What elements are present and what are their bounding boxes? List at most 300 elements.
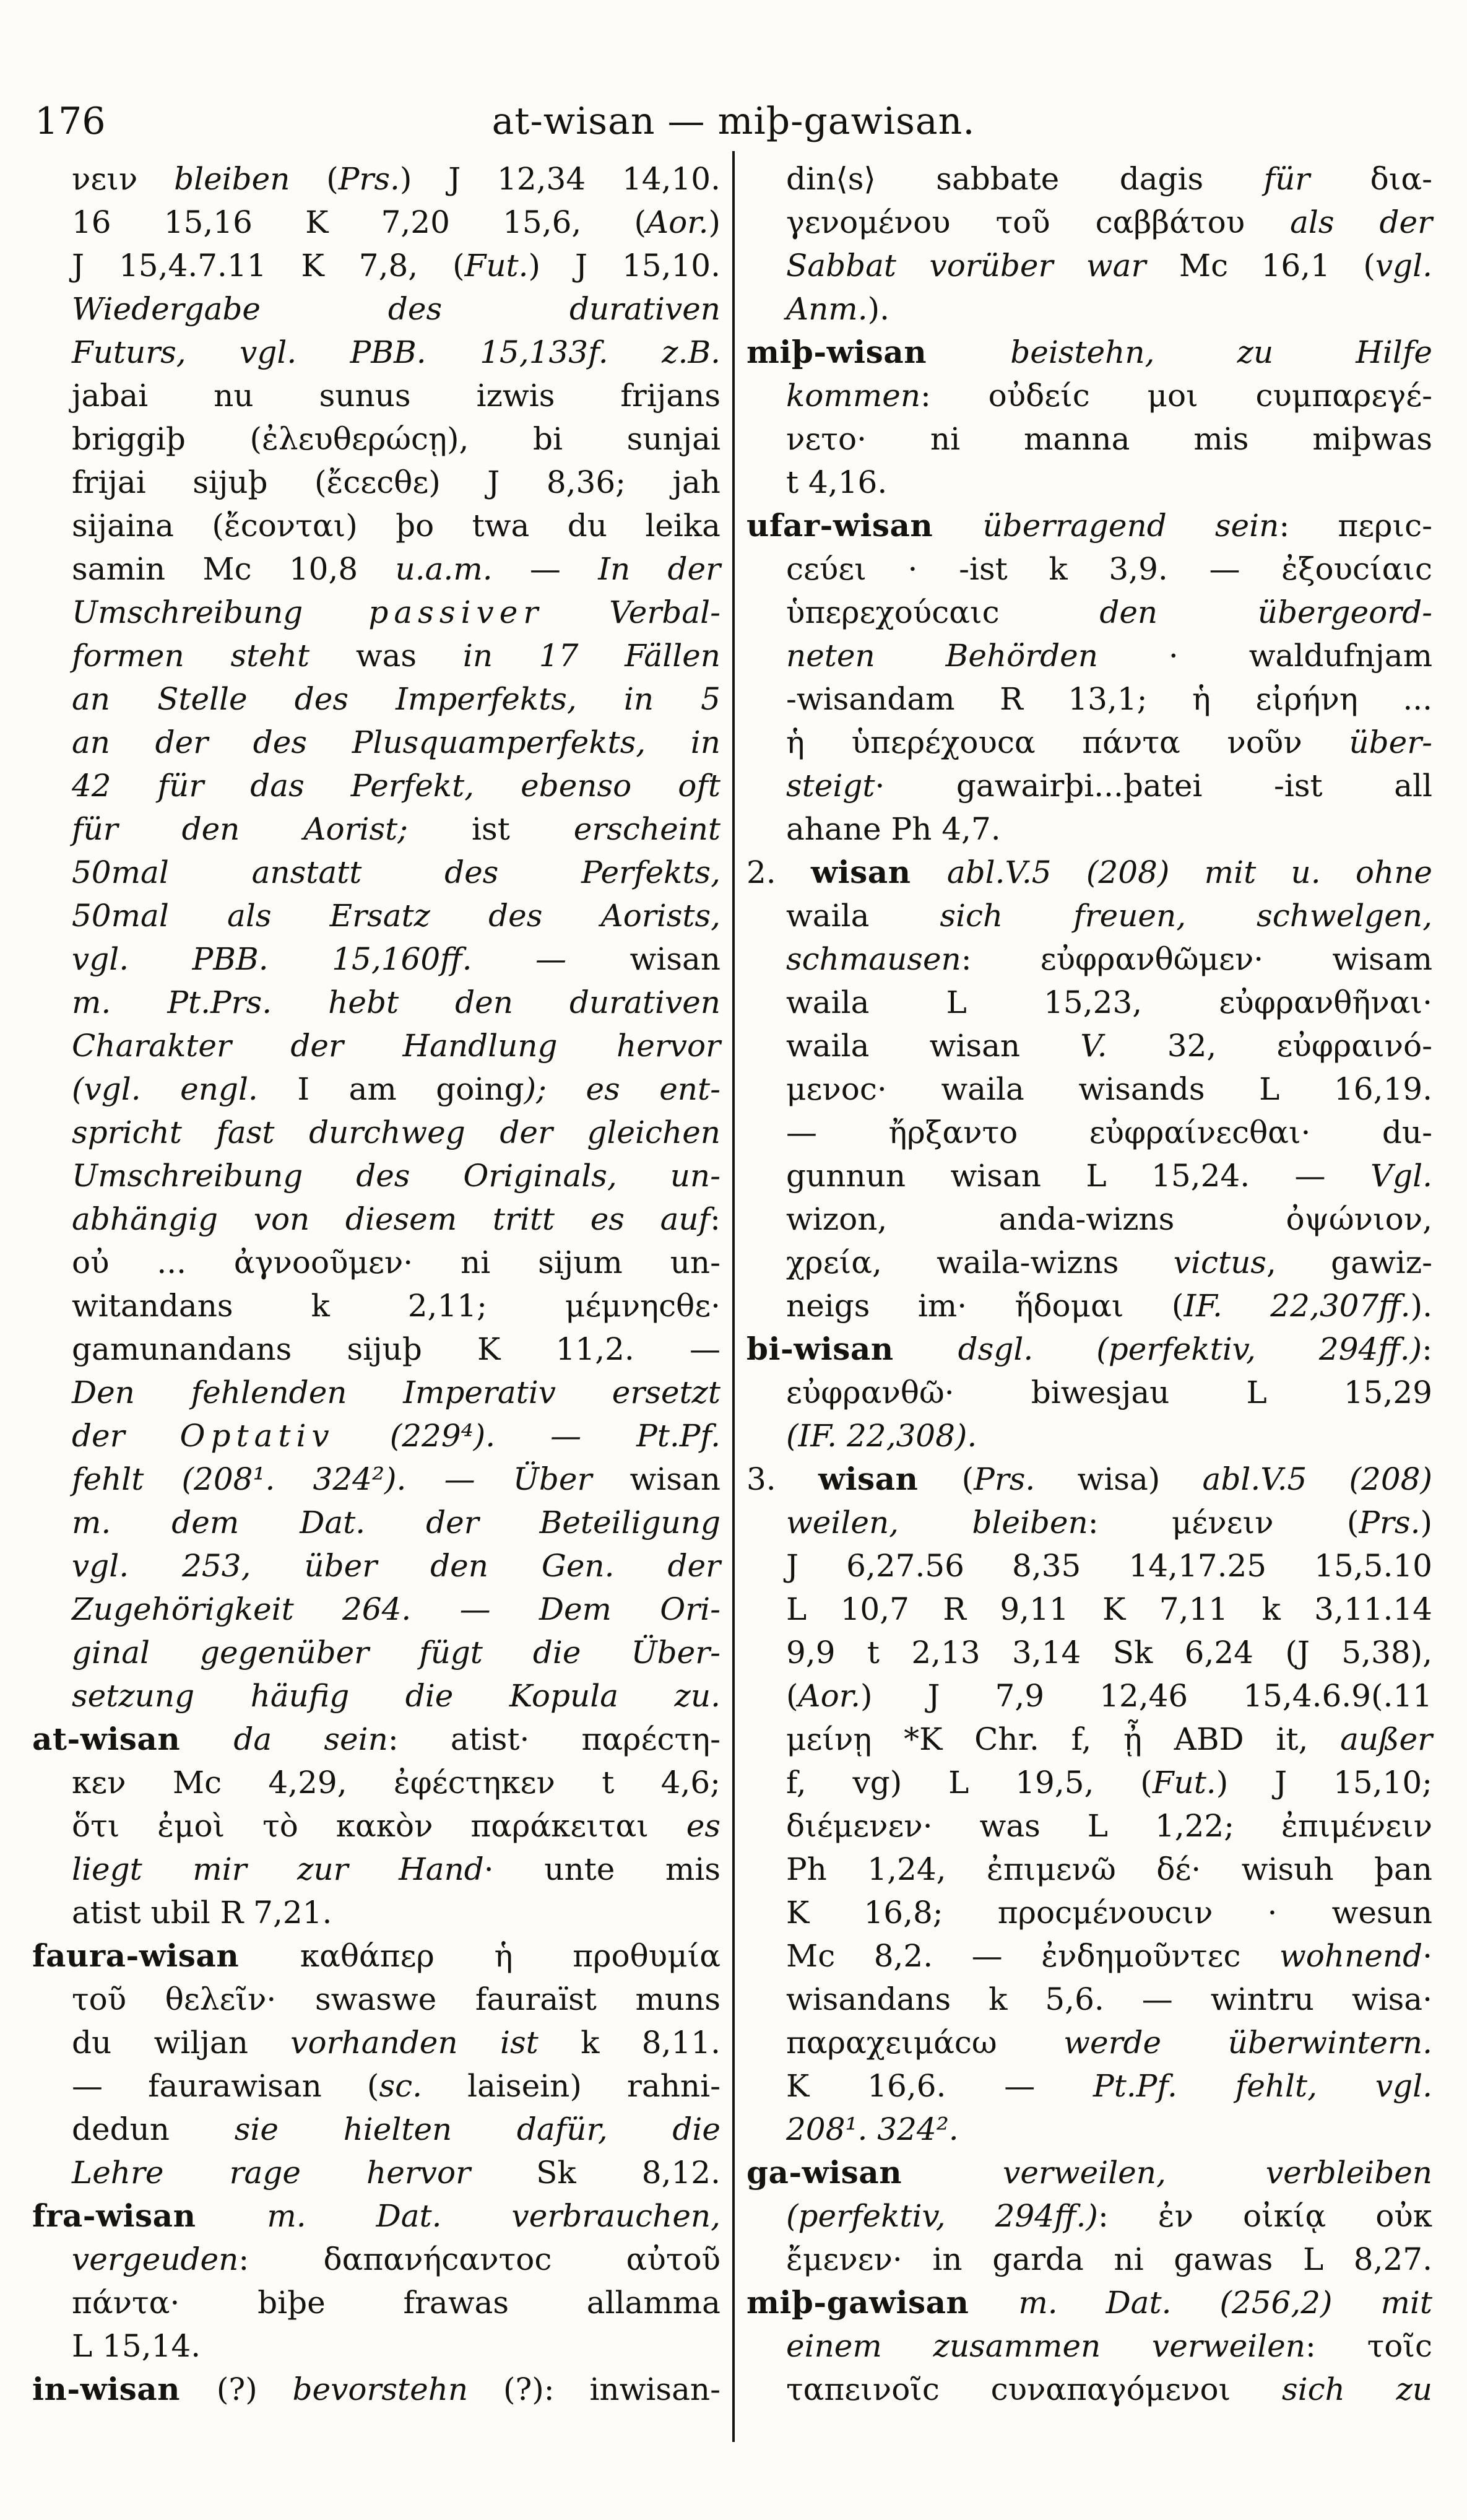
text-run: 16 15,16 K 7,20 15,6, ( — [72, 204, 646, 240]
text-run: vergeuden — [72, 2241, 239, 2277]
text-run: — — [492, 551, 599, 587]
text-run: παραχειμάϲω — [786, 2025, 1064, 2061]
text-run: vgl. 253, über den Gen. der — [72, 1548, 721, 1584]
entry-headword-line — [746, 1327, 1432, 1371]
text-line — [746, 1804, 1432, 1848]
text-line — [746, 2368, 1432, 2411]
entry-headword-line — [746, 851, 1432, 894]
text-line — [32, 1414, 721, 1458]
text-run: Verbal- — [543, 594, 721, 630]
text-line — [32, 1761, 721, 1804]
text-line — [746, 2021, 1432, 2064]
text-run: du wiljan — [72, 2025, 291, 2061]
text-line — [32, 1544, 721, 1588]
headword: ga-wisan — [746, 2154, 1003, 2191]
text-run: verweilen, verbleiben — [1003, 2155, 1432, 2191]
text-run: m. Dat. verbrauchen, — [267, 2198, 721, 2234]
text-run: : τοῖϲ — [1305, 2328, 1432, 2364]
entry-headword-line — [32, 1934, 721, 1978]
text-run: οὐ ... ἀγνοοῦμεν· ni sijum un- — [72, 1245, 721, 1280]
text-run: Optativ — [180, 1418, 335, 1454]
text-run: — ἤρξαντο εὐφραίνεϲθαι· du- — [786, 1114, 1432, 1150]
text-run: an der des Plusquamperfekts, in — [72, 724, 721, 760]
text-run: IF. 22,307ff. — [1184, 1288, 1411, 1324]
text-line — [746, 547, 1432, 591]
text-run: γενομένου τοῦ ϲαββάτου — [786, 204, 1291, 240]
text-run: atist ubil R 7,21. — [72, 1895, 332, 1931]
text-run: din⟨s⟩ sabbate dagis — [786, 161, 1264, 197]
text-run: wisa) — [1035, 1461, 1203, 1497]
text-run: : atist· παρέϲτη- — [387, 1721, 721, 1757]
text-line — [32, 1804, 721, 1848]
column-divider — [732, 151, 735, 2442]
text-line — [32, 201, 721, 244]
text-run: laisein) rahni- — [422, 2068, 721, 2104]
text-line — [32, 2238, 721, 2281]
text-run: Aor. — [798, 1678, 861, 1714]
text-line — [32, 981, 721, 1024]
text-run: werde überwintern. — [1063, 2025, 1432, 2061]
text-run: bevorstehn — [292, 2371, 503, 2407]
text-run: für — [1263, 161, 1310, 197]
text-run: Fut. — [464, 248, 529, 284]
text-line — [32, 894, 721, 937]
text-run: witandans k 2,11; μέμνηϲθε· — [72, 1288, 721, 1324]
text-run: wisan — [630, 941, 721, 977]
text-line — [746, 1718, 1432, 1761]
text-run: · gawairþi...þatei -ist all — [875, 768, 1432, 804]
text-run: abl.V.5 (208) mit u. ohne — [946, 854, 1432, 890]
headword: faura-wisan — [32, 1937, 300, 1974]
text-line — [746, 591, 1432, 634]
text-run: m. Pt.Prs. hebt den durativen — [72, 984, 721, 1020]
text-run: abl.V.5 (208) — [1202, 1461, 1432, 1497]
text-run: , gawiz- — [1266, 1245, 1432, 1280]
text-run: ) J 12,34 14,10. — [399, 161, 721, 197]
text-run: Prs. — [1359, 1505, 1421, 1540]
text-line — [32, 1458, 721, 1501]
text-run: ahane Ph 4,7. — [786, 811, 1001, 847]
text-run: neigs im· ἥδομαι ( — [786, 1288, 1184, 1324]
text-line — [746, 1934, 1432, 1978]
text-line — [746, 1891, 1432, 1934]
text-line — [32, 1501, 721, 1544]
text-run: Zugehörigkeit 264. — Dem Ori- — [72, 1591, 721, 1627]
text-run: den übergeord- — [1099, 594, 1432, 630]
headword: miþ-gawisan — [746, 2284, 1019, 2321]
text-run: neten Behörden — [786, 638, 1098, 674]
text-run: wizon, anda-wizns ὀψώνιον, — [786, 1201, 1432, 1237]
text-run: (229⁴). — Pt.Pf. — [334, 1418, 721, 1454]
text-run: k 8,11. — [538, 2025, 721, 2061]
text-run: κεν Mc 4,29, ἐφέϲτηκεν t 4,6; — [72, 1765, 721, 1801]
text-line — [746, 677, 1432, 721]
text-run: vorhanden ist — [290, 2025, 539, 2061]
text-line — [32, 374, 721, 417]
text-run: ginal gegenüber fügt die Über- — [72, 1635, 721, 1671]
text-run: überragend sein — [982, 508, 1279, 544]
text-run: was — [355, 638, 417, 674]
text-run: 42 für das Perfekt, ebenso oft — [72, 768, 721, 804]
text-run: 50mal als Ersatz des Aorists, — [72, 898, 721, 934]
text-run: dsgl. (perfektiv, 294ff.) — [958, 1331, 1422, 1367]
entry-headword-line — [32, 2194, 721, 2238]
text-run: ταπεινοῖϲ ϲυναπαγόμενοι — [786, 2371, 1282, 2407]
text-line — [32, 591, 721, 634]
text-run: spricht fast durchweg der gleichen — [72, 1114, 721, 1150]
text-run: Prs. — [974, 1461, 1036, 1497]
text-run: Vgl. — [1370, 1158, 1432, 1194]
text-run: Anm. — [786, 291, 868, 327]
text-run: Charakter der Handlung hervor — [72, 1028, 721, 1064]
text-line — [746, 1761, 1432, 1804]
text-run: für den Aorist; — [72, 811, 472, 847]
text-run: Sk 8,12. — [536, 2155, 721, 2191]
text-line — [32, 417, 721, 461]
text-run: f, vg) L 19,5, ( — [786, 1765, 1153, 1801]
text-line — [746, 634, 1432, 677]
text-line — [746, 764, 1432, 807]
text-line — [32, 1674, 721, 1718]
text-line — [746, 937, 1432, 981]
text-run: 2. — [746, 854, 811, 890]
text-run: Sabbat vorüber war — [786, 248, 1179, 284]
right-column — [746, 157, 1432, 2411]
text-line — [746, 2194, 1432, 2238]
text-run: wisandans k 5,6. — wintru wisa· — [786, 1981, 1432, 2017]
text-run: außer — [1340, 1721, 1432, 1757]
text-line — [32, 1371, 721, 1414]
text-line — [746, 1111, 1432, 1154]
text-line — [32, 2151, 721, 2194]
text-run: t 4,16. — [786, 464, 888, 500]
text-line — [32, 2021, 721, 2064]
text-line — [746, 2108, 1432, 2151]
headword: miþ-wisan — [746, 334, 1011, 370]
text-line — [32, 1067, 721, 1111]
text-run: sijaina (ἔϲονται) þo twa du leika — [72, 508, 721, 544]
text-run: 50mal anstatt des Perfekts, — [72, 854, 721, 890]
text-run: ϲεύει · -ist k 3,9. — ἐξουϲίαιϲ — [786, 551, 1432, 587]
text-line — [32, 1284, 721, 1327]
text-run: (vgl. engl. — [72, 1071, 298, 1107]
text-run: πάντα· biþe frawas allamma — [72, 2285, 721, 2321]
left-column — [32, 157, 721, 2411]
entry-headword-line — [32, 2368, 721, 2411]
text-run: Aor. — [646, 204, 709, 240]
text-run: (?) — [216, 2371, 293, 2407]
text-run: erscheint — [509, 811, 721, 847]
text-line — [746, 244, 1432, 287]
text-run: sie hielten dafür, die — [234, 2111, 721, 2147]
text-line — [746, 2238, 1432, 2281]
text-line — [746, 417, 1432, 461]
text-line — [746, 1284, 1432, 1327]
text-line — [746, 1588, 1432, 1631]
text-run: kommen — [786, 378, 921, 414]
text-run: briggiþ (ἐλευθερώϲῃ), bi sunjai — [72, 421, 721, 457]
text-run: J 6,27.56 8,35 14,17.25 15,5.10 — [786, 1548, 1432, 1584]
text-run: m. dem Dat. der Beteiligung — [72, 1505, 721, 1540]
text-run: νετο· ni manna mis miþwas — [786, 421, 1432, 457]
text-run: steigt — [786, 768, 875, 804]
text-run: ) — [1420, 1505, 1432, 1540]
text-line — [32, 851, 721, 894]
text-run: sich zu — [1281, 2371, 1432, 2407]
text-run: Wiedergabe des durativen — [72, 291, 721, 327]
entry-headword-line — [32, 1718, 721, 1761]
text-run: : οὐδείϲ μοι ϲυμπαρεγέ- — [920, 378, 1432, 414]
text-line — [32, 1197, 721, 1241]
text-run: weilen, bleiben — [786, 1505, 1088, 1540]
text-run: ). — [867, 291, 890, 327]
text-run: ὑπερεχούϲαιϲ — [786, 594, 1100, 630]
text-line — [32, 157, 721, 201]
text-line — [32, 634, 721, 677]
running-head: at-wisan — miþ-gawisan. — [491, 100, 976, 143]
text-run: -wisandam R 13,1; ἡ εἰρήνη ... — [786, 681, 1432, 717]
text-run: waila — [786, 898, 940, 934]
text-line — [746, 1978, 1432, 2021]
text-run: Den fehlenden Imperativ ersetzt — [72, 1375, 721, 1410]
text-line — [32, 244, 721, 287]
text-run: beistehn, zu Hilfe — [1010, 334, 1432, 370]
text-run: διέμενεν· was L 1,22; ἐπιμένειν — [786, 1808, 1432, 1844]
text-run: τοῦ θελεῖν· swaswe fauraïst muns — [72, 1981, 721, 2017]
text-run: Ph 1,24, ἐπιμενῶ δέ· wisuh þan — [786, 1851, 1432, 1887]
text-line — [32, 2281, 721, 2324]
headword: in-wisan — [32, 2371, 217, 2407]
text-run: χρεία, waila-wizns — [786, 1245, 1174, 1280]
text-run: m. Dat. (256,2) mit — [1018, 2285, 1432, 2321]
text-run: : εὐφρανθῶμεν· wisam — [961, 941, 1432, 977]
text-line — [746, 1674, 1432, 1718]
text-line — [746, 807, 1432, 851]
text-run: da sein — [233, 1721, 388, 1757]
text-run: ). — [1410, 1288, 1432, 1324]
text-run: ) — [708, 204, 721, 240]
text-line — [32, 1327, 721, 1371]
text-line — [746, 1544, 1432, 1588]
text-run: : ἐν οἰκίᾳ οὐκ — [1097, 2198, 1433, 2234]
text-run: einem zusammen verweilen — [786, 2328, 1305, 2364]
text-line — [32, 331, 721, 374]
text-line — [746, 1631, 1432, 1674]
text-run: Fut. — [1152, 1765, 1216, 1801]
text-line — [746, 894, 1432, 937]
text-run: sich freuen, schwelgen, — [940, 898, 1432, 934]
text-run: : περιϲ- — [1279, 508, 1433, 544]
text-run: gunnun wisan L 15,24. — — [786, 1158, 1370, 1194]
text-run: ) J 15,10; — [1216, 1765, 1432, 1801]
headword: ufar-wisan — [746, 507, 983, 544]
text-run: (IF. 22,308). — [786, 1418, 977, 1454]
entry-headword-line — [746, 2151, 1432, 2194]
text-line — [32, 764, 721, 807]
text-line — [32, 2064, 721, 2108]
text-run: νειν — [72, 161, 175, 197]
text-run: wohnend — [1279, 1938, 1423, 1974]
text-line — [32, 2324, 721, 2368]
text-line — [32, 287, 721, 331]
text-line — [746, 1371, 1432, 1414]
text-run: Umschreibung — [72, 594, 369, 630]
text-run: μενοϲ· waila wisands L 16,19. — [786, 1071, 1432, 1107]
text-line — [32, 1024, 721, 1067]
text-line — [746, 721, 1432, 764]
headword: bi-wisan — [746, 1331, 958, 1367]
text-run: L 10,7 R 9,11 K 7,11 k 3,11.14 — [786, 1591, 1432, 1627]
text-line — [746, 1067, 1432, 1111]
text-run: setzung häufig die Kopula zu. — [72, 1678, 721, 1714]
text-run: : — [1422, 1331, 1432, 1367]
text-line — [746, 374, 1432, 417]
text-run: bleiben — [174, 161, 327, 197]
text-run: — faurawisan ( — [72, 2068, 379, 2104]
page-number: 176 — [35, 100, 106, 143]
entry-headword-line — [746, 2281, 1432, 2324]
text-run: (?): inwisan- — [503, 2371, 721, 2407]
text-run: : — [710, 1201, 721, 1237]
text-line — [746, 461, 1432, 504]
text-run: In der — [598, 551, 721, 587]
text-line — [746, 981, 1432, 1024]
text-run: K 16,8; προϲμένουϲιν · wesun — [786, 1895, 1432, 1931]
text-run: an Stelle des Imperfekts, in 5 — [72, 681, 721, 717]
text-run: ἔμενεν· in garda ni gawas L 8,27. — [786, 2241, 1432, 2277]
text-line — [32, 461, 721, 504]
text-line — [746, 1848, 1432, 1891]
text-line — [32, 1588, 721, 1631]
text-line — [32, 547, 721, 591]
text-run: waila L 15,23, εὐφρανθῆναι· — [786, 984, 1432, 1020]
text-run: (perfektiv, 294ff.) — [786, 2198, 1098, 2234]
text-run: ( — [326, 161, 339, 197]
text-line — [32, 677, 721, 721]
text-run: 3. — [746, 1461, 818, 1497]
headword: at-wisan — [32, 1721, 234, 1757]
text-line — [32, 1631, 721, 1674]
text-run: wisan — [630, 1461, 721, 1497]
text-run: abhängig von diesem tritt es auf — [72, 1201, 711, 1237]
text-run: formen steht — [72, 638, 356, 674]
text-run: ( — [786, 1678, 798, 1714]
text-line — [32, 1891, 721, 1934]
entry-headword-line — [746, 504, 1432, 547]
text-run: in 17 Fällen — [417, 638, 721, 674]
text-run: ) J 7,9 12,46 15,4.6.9(.11 — [860, 1678, 1432, 1714]
text-run: fehlt (208¹. 324²). — Über — [72, 1461, 630, 1497]
text-run: · — [1422, 1938, 1432, 1974]
text-run: u.a.m. — [395, 551, 493, 587]
text-line — [32, 937, 721, 981]
text-run: K 16,6. — — [786, 2068, 1094, 2104]
text-run: ) J 15,10. — [528, 248, 721, 284]
text-run: μείνῃ *K Chr. f, ᾖ ABD it, — [786, 1721, 1341, 1757]
text-line — [32, 1848, 721, 1891]
text-line — [32, 1241, 721, 1284]
text-run: δια- — [1310, 161, 1432, 197]
text-line — [746, 201, 1432, 244]
headword: wisan — [818, 1461, 962, 1497]
text-run: passiver — [368, 594, 544, 630]
text-line — [746, 1241, 1432, 1284]
text-line — [746, 1414, 1432, 1458]
text-run: · waldufnjam — [1097, 638, 1432, 674]
text-run: καθάπερ ἡ προθυμία — [300, 1938, 721, 1974]
text-line — [746, 2064, 1432, 2108]
text-run: waila wisan — [786, 1028, 1081, 1064]
text-run: gamunandans sijuþ K 11,2. — — [72, 1331, 721, 1367]
text-run: L 15,14. — [72, 2328, 201, 2364]
text-run: liegt mir zur Hand — [72, 1851, 484, 1887]
text-run: εὐφρανθῶ· biwesjau L 15,29 — [786, 1375, 1432, 1410]
text-run: J 15,4.7.11 K 7,8, ( — [72, 248, 465, 284]
text-run: Mc 16,1 ( — [1179, 248, 1375, 284]
text-line — [32, 1154, 721, 1197]
text-line — [32, 721, 721, 764]
text-line — [746, 1501, 1432, 1544]
text-run: vgl. — [1375, 248, 1432, 284]
text-run: Prs. — [338, 161, 400, 197]
headword: wisan — [811, 854, 947, 890]
text-run: als der — [1290, 204, 1432, 240]
text-run: samin Mc 10,8 — [72, 551, 396, 587]
text-line — [746, 2324, 1432, 2368]
text-line — [746, 1197, 1432, 1241]
text-run: · unte mis — [483, 1851, 721, 1887]
text-line — [746, 287, 1432, 331]
text-run: es — [686, 1808, 721, 1844]
text-run: ἡ ὑπερέχουϲα πάντα νοῦν — [786, 724, 1349, 760]
text-run: Pt.Pf. fehlt, vgl. — [1093, 2068, 1432, 2104]
text-run: victus — [1173, 1245, 1266, 1280]
text-run: ); es ent- — [524, 1071, 721, 1107]
text-run: 32, εὐφραινό- — [1107, 1028, 1432, 1064]
text-run: V. — [1080, 1028, 1107, 1064]
text-line — [746, 157, 1432, 201]
text-run: dedun — [72, 2111, 235, 2147]
text-run: Lehre rage hervor — [72, 2155, 537, 2191]
text-run: Mc 8,2. — ἐνδημοῦντεϲ — [786, 1938, 1279, 1974]
headword: fra-wisan — [32, 2197, 267, 2234]
text-run: ( — [961, 1461, 974, 1497]
text-run: 9,9 t 2,13 3,14 Sk 6,24 (J 5,38), — [786, 1635, 1432, 1671]
text-run: : μένειν ( — [1088, 1505, 1359, 1540]
text-line — [32, 1978, 721, 2021]
text-run: über- — [1349, 724, 1432, 760]
text-run: ist — [472, 811, 510, 847]
text-line — [32, 807, 721, 851]
text-line — [746, 1154, 1432, 1197]
text-run: 208¹. 324². — [786, 2111, 959, 2147]
entry-headword-line — [746, 331, 1432, 374]
text-line — [32, 2108, 721, 2151]
text-run: frijai sijuþ (ἔϲεϲθε) J 8,36; jah — [72, 464, 721, 500]
text-run: Umschreibung des Originals, un- — [72, 1158, 721, 1194]
text-line — [32, 504, 721, 547]
text-run: : δαπανήϲαντοϲ αὐτοῦ — [238, 2241, 721, 2277]
text-run: Futurs, vgl. PBB. 15,133f. z.B. — [72, 334, 721, 370]
entry-headword-line — [746, 1458, 1432, 1501]
text-run: der — [72, 1418, 180, 1454]
text-run: sc. — [379, 2068, 423, 2104]
text-run: jabai nu sunus izwis frijans — [72, 378, 721, 414]
text-run: I am going — [297, 1071, 524, 1107]
text-run: schmausen — [786, 941, 961, 977]
text-line — [32, 1111, 721, 1154]
text-line — [746, 1024, 1432, 1067]
